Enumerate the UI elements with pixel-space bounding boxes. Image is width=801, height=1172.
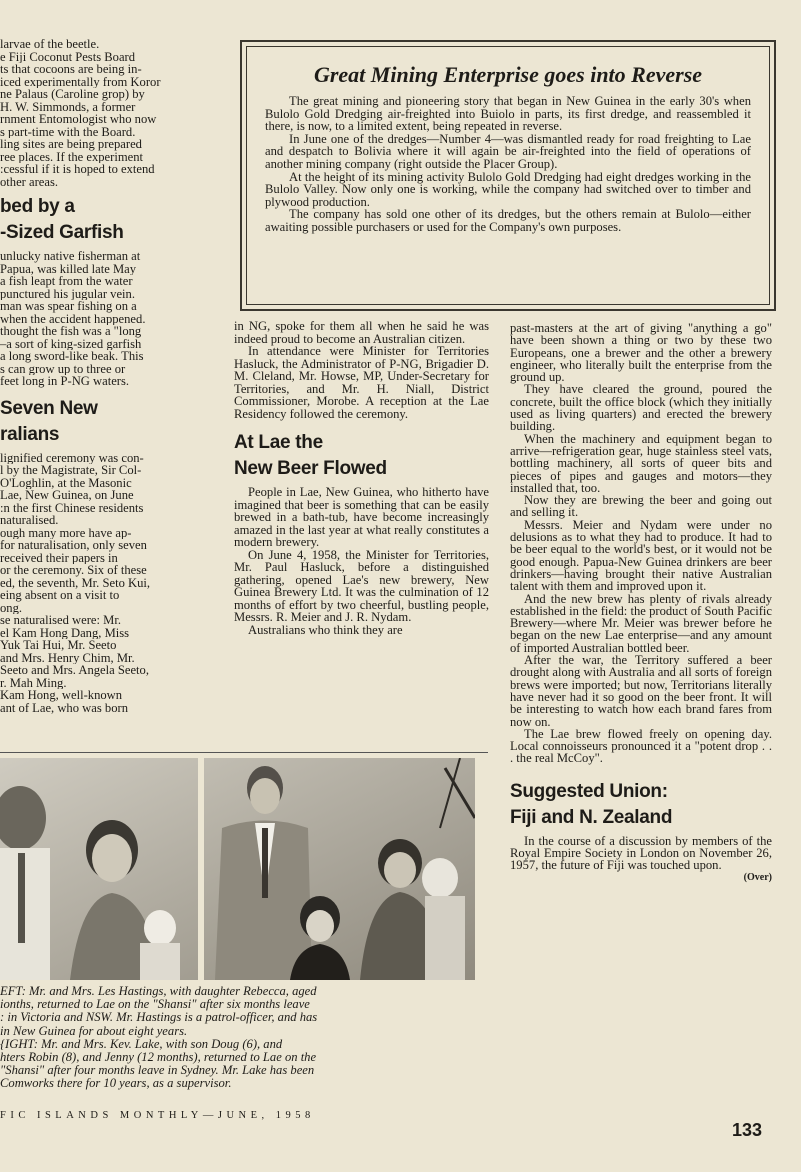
text-line: other areas. (0, 175, 59, 188)
beer-heading (234, 430, 489, 482)
text-line: ne Palaus (Caroline grop) by (0, 88, 145, 101)
text-line: ant of Lae, who was born (0, 701, 128, 714)
text-line: se naturalised were: Mr. (0, 614, 121, 627)
text-line: Yuk Tai Hui, Mr. Seeto (0, 639, 117, 652)
brewery-paragraph: past-masters at the art of giving "anything a go" have been shown a thing or two by these two Europeans, one a brewer and the other a brewery engineer, who literally built the enterprise from the ground up. (510, 321, 772, 385)
brewery-paragraph: Now they are brewing the beer and going out and selling it. (510, 493, 772, 520)
text-line: punctured his jugular vein. (0, 287, 136, 300)
text-line: thought the fish was a "long (0, 325, 142, 338)
union-heading (510, 779, 772, 831)
text-line: Seeto and Mrs. Angela Seeto, (0, 664, 149, 677)
naturalisation-attendance: In attendance were Minister for Territories Hasluck, the Administrator of P-NG, Brigadier D. M. Cleland, Mr. Howse, MP, Under-Secretary for Territories, and Mr. H. Niall, District Commissioner, Morobe. A reception at the Lae Residency followed the ceremony. (234, 344, 489, 421)
beer-paragraph: Australians who think they are (248, 622, 403, 637)
text-line: O'Loghlin, at the Masonic (0, 476, 132, 489)
text-line: feet long in P-NG waters. (0, 375, 130, 388)
mining-enterprise-box (240, 40, 776, 311)
beer-paragraph: People in Lae, New Guinea, who hitherto have imagined that beer is something that can be easily brewed in a bath-tub, have become increasingly amazed in the last year at what really constitutes a modern brewery. (234, 485, 489, 549)
caption-line: hters Robin (8), and Jenny (12 months), returned to Lae on the (0, 1050, 317, 1065)
seven-new-heading (0, 396, 220, 448)
text-line: s part-time with the Board. (0, 125, 136, 138)
mining-box-body (265, 95, 751, 234)
mining-paragraph: At the height of its mining activity Bulolo Gold Dredging had eight dredges working in the Bulolo Valley. Now only one is working, while the company had switched over to timber and plywood production. (265, 169, 751, 209)
text-line: a long sword-like beak. This (0, 350, 144, 363)
mining-paragraph: The company has sold one other of its dredges, but the others remain at Bulolo—either awaiting possible purchasers or used for the Company's own purposes. (265, 207, 751, 234)
text-line: Lae, New Guinea, on June (0, 489, 134, 502)
text-line: and Mrs. Henry Chim, Mr. (0, 651, 135, 664)
brewery-paragraph: And the new brew has plenty of rivals already established in the field: the product of South Pacific Brewery—where Mr. Meier was brewer before he began on the new Lae enterprise—and any amount of imported Australian bottled beer. (510, 591, 772, 655)
text-line: when the accident happened. (0, 312, 146, 325)
text-line: Kam Hong, well-known (0, 689, 123, 702)
caption-line: : in Victoria and NSW. Mr. Hastings is a patrol-officer, and has (0, 1010, 318, 1025)
text-line: for naturalisation, only seven (0, 539, 147, 552)
text-line: iced experimentally from Koror (0, 75, 161, 88)
text-line: ling sites are being prepared (0, 138, 142, 151)
text-line: eing absent on a visit to (0, 589, 120, 602)
text-line: received their papers in (0, 551, 118, 564)
text-line: a fish leapt from the water (0, 275, 133, 288)
union-heading-line2: Fiji and N. Zealand (510, 806, 673, 828)
text-line: –a sort of king-sized garfish (0, 337, 142, 350)
brewery-paragraph: The Lae brew flowed freely on opening day. Local connoisseurs pronounced it a "potent drop . . . the real McCoy". (510, 726, 772, 766)
text-line: s can grow up to three or (0, 362, 126, 375)
brewery-paragraph: When the machinery and equipment began to arrive—refrigeration gear, huge stainless steel vats, bottling machinery, all sorts of queer bits and pieces of pipes and gauges and motors—they installed that, too. (510, 431, 772, 495)
beer-heading-line1: At Lae the (234, 432, 323, 453)
text-line: :n the first Chinese residents (0, 501, 144, 514)
text-line: or the ceremony. Six of these (0, 564, 147, 577)
text-line: el Kam Hong Dang, Miss (0, 626, 130, 639)
over-label: (Over) (743, 871, 772, 883)
beer-paragraph: On June 4, 1958, the Minister for Territories, Mr. Paul Hasluck, before a distinguished gathering, opened Lae's new brewery, New Guinea Brewery Ltd. It was the culmination of 12 months of effort by two cheerful, bustling people, Messrs. R. Meier and J. R. Nydam. (234, 547, 489, 624)
caption-line: {IGHT: Mr. and Mrs. Kev. Lake, with son Doug (6), and (0, 1036, 283, 1051)
mining-box-inner (246, 46, 770, 305)
text-line: larvae of the beetle. (0, 38, 100, 51)
naturalisation-continuation: in NG, spoke for them all when he said he was indeed proud to become an Australian citizen. (234, 319, 489, 346)
text-line: man was spear fishing on a (0, 300, 137, 313)
caption-line: EFT: Mr. and Mrs. Les Hastings, with daughter Rebecca, aged (0, 984, 317, 998)
garfish-heading-line2: -Sized Garfish (0, 222, 124, 243)
photo-caption (0, 985, 478, 1091)
union-paragraph: In the course of a discussion by members of the Royal Empire Society in London on November 26, 1957, the future of Fiji was touched upon. (510, 833, 772, 873)
text-line: unlucky native fisherman at (0, 250, 141, 263)
garfish-story (0, 250, 220, 388)
beetle-item (0, 38, 220, 188)
text-line: rnment Entomologist who now (0, 113, 157, 126)
mining-paragraph: In June one of the dredges—Number 4—was dismantled ready for road freighting to Lae and despatch to Bolivia where it will again be air-freighted into the field of operations of another mining company (right outside the Placer Group). (265, 131, 751, 171)
text-line: ed, the seventh, Mr. Seto Kui, (0, 576, 151, 589)
garfish-heading (0, 194, 220, 246)
text-line: Papua, was killed late May (0, 262, 137, 275)
mining-paragraph: The great mining and pioneering story that began in New Guinea in the early 30's when Bulolo Gold Dredging air-freighted into Buiolo in parts, its first dredge, and reassembled it there, is now, to a limited extent, being repeated in reverse. (265, 94, 751, 134)
brewery-paragraph: Messrs. Meier and Nydam were under no delusions as to what they had to produce. It had to be beer equal to the world's best, or it would not be good enough. Papua-New Guinea drinkers are beer drinkers—having brought their native Australian talent with them and improved upon it. (510, 517, 772, 594)
caption-line: ionths, returned to Lae on the "Shansi" after six months leave (0, 997, 310, 1012)
page-number: 133 (732, 1120, 763, 1140)
caption-line: in New Guinea for about eight years. (0, 1023, 188, 1038)
brewery-paragraph: They have cleared the ground, poured the concrete, built the office block (which they initially used as living quarters) and erected the brewery building. (510, 382, 772, 434)
text-line: naturalised. (0, 514, 59, 527)
text-line: e Fiji Coconut Pests Board (0, 50, 136, 63)
mining-box-title: Great Mining Enterprise goes into Reverse (313, 62, 703, 87)
text-line: lignified ceremony was con- (0, 451, 144, 464)
caption-line: "Shansi" after four months leave in Sydney. Mr. Lake has been (0, 1063, 315, 1078)
middle-column (234, 320, 489, 636)
left-column (0, 38, 220, 714)
naturalisation-story (0, 452, 220, 715)
text-line: r. Mah Ming. (0, 676, 67, 689)
text-line: ts that cocoons are being in- (0, 63, 142, 76)
garfish-heading-line1: bed by a (0, 196, 75, 217)
running-footer: FIC ISLANDS MONTHLY—JUNE, 1958 (0, 1110, 315, 1121)
text-line: ree places. If the experiment (0, 150, 144, 163)
brewery-paragraph: After the war, the Territory suffered a beer drought along with Australia and all sorts of foreign brews were imported; but now, Territorians literally have never had it so good on the beer front. It will be interesting to watch how each brand fares from now on. (510, 653, 772, 729)
text-line: H. W. Simmonds, a former (0, 100, 136, 113)
right-column (510, 322, 772, 884)
text-line: l by the Magistrate, Sir Col- (0, 464, 142, 477)
family-photo-image (0, 758, 475, 980)
text-line: :cessful if it is hoped to extend (0, 163, 155, 176)
seven-heading-line1: Seven New (0, 397, 98, 419)
seven-heading-line2: ralians (0, 423, 60, 445)
caption-line: Comworks there for 10 years, as a supervisor. (0, 1076, 232, 1091)
beer-heading-line2: New Beer Flowed (234, 458, 387, 479)
photo-top-rule (0, 752, 488, 753)
family-photo (0, 758, 475, 980)
text-line: ough many more have ap- (0, 526, 132, 539)
text-line: ong. (0, 601, 23, 614)
union-heading-line1: Suggested Union: (510, 780, 668, 802)
